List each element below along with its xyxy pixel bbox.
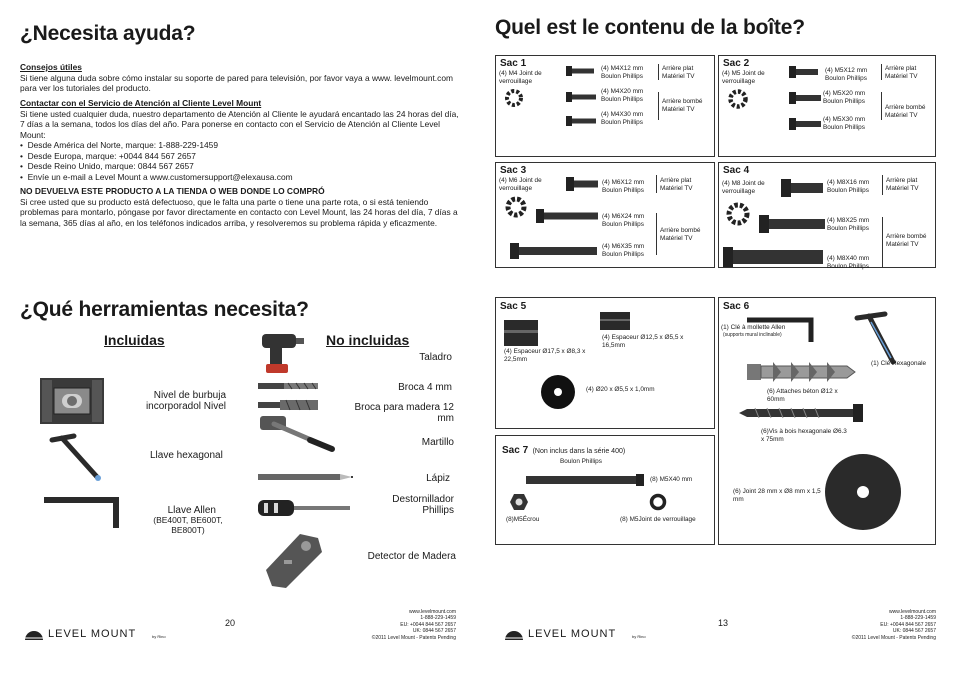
sac1-tv-flat: Arrière plat Matériel TV (662, 65, 695, 80)
sac4-tv-curved: Arrière bombé Matériel TV (886, 233, 927, 248)
brand-sub-right: by Rino (632, 634, 646, 639)
hex-wrench-label: Llave hexagonal (150, 450, 223, 461)
allen-key-icon (745, 314, 817, 344)
sac3-title: Sac 3 (500, 165, 527, 176)
sac3-screw1: (4) M6X12 mm Boulon Phillips (602, 179, 645, 194)
tips-heading: Consejos útiles (20, 62, 82, 72)
drill-bit-icon (258, 380, 322, 392)
brand-name-left: LEVEL MOUNT (48, 628, 137, 640)
sac6-anchors: (6) Attaches béton Ø12 x 60mm (767, 388, 838, 403)
stud-finder-label: Detector de Madera (367, 551, 456, 562)
bolt-m5x40-icon (526, 474, 644, 486)
sac6-hex-key: (1) Clé Hexagonale (871, 360, 927, 367)
sac2-tv-flat: Arrière plat Matériel TV (885, 65, 918, 80)
lock-washer-icon (504, 195, 528, 219)
wood-bit-icon (258, 398, 322, 412)
wall-anchor-icon (747, 358, 857, 386)
sac1-screw2: (4) M4X20 mm Boulon Phillips (601, 88, 644, 103)
sac3-box (495, 162, 715, 268)
contact-list (20, 140, 460, 182)
contact-text: Si tiene usted cualquier duda, nuestro departamento de Atención al Cliente le ayudará encantado las 24 horas del día, 7 días a la semana, todos los días del año. Para ponerse en contacto con el Servicio de Atención al Cliente Level Mount: (20, 108, 459, 140)
drill-label: Taladro (419, 352, 452, 363)
sac2-screw2: (4) M5X20 mm Boulon Phillips (823, 90, 866, 105)
screw-m6x24-icon (536, 209, 598, 223)
sac3-washer-label: (4) M6 Joint de verrouillage (499, 177, 542, 192)
sac5-spacer1: (4) Espaceur Ø17,5 x Ø8,3 x 22,5mm (504, 348, 586, 363)
bubble-level-label: Nivel de burbuja incorporadol Nivel (145, 390, 226, 412)
sac7-title: Sac 7 (502, 445, 529, 456)
screw-m6x12-icon (566, 177, 600, 191)
sac3-screw3: (4) M6X35 mm Boulon Phillips (602, 243, 645, 258)
allen-key-label: Llave Allen (167, 505, 216, 516)
page-number-right: 13 (718, 618, 729, 628)
sac2-washer-label: (4) M5 Joint de verrouillage (722, 70, 765, 85)
contact-bullet: • Desde Europa, marque: +0044 844 567 2657 (20, 150, 196, 161)
sac2-box (718, 55, 936, 157)
lock-washer-icon (504, 88, 524, 108)
drill-icon (258, 330, 306, 374)
included-heading: Incluidas (104, 332, 165, 348)
sac6-joint: (6) Joint 28 mm x Ø8 mm x 1,5 mm (733, 488, 821, 503)
sac2-screw1: (4) M5X12 mm Boulon Phillips (825, 67, 868, 82)
sac2-tv-curved: Arrière bombé Matériel TV (885, 104, 926, 119)
allen-key-models: (BE400T, BE600T, BE800T) (153, 515, 223, 535)
return-section (20, 186, 460, 228)
sac3-tv-flat: Arrière plat Matériel TV (660, 177, 693, 192)
sac7-box (495, 435, 715, 545)
spacer-large-icon (504, 320, 538, 346)
screw-m5x12-icon (789, 66, 821, 78)
sac7-note: (Non inclus dans la série 400) (532, 448, 626, 455)
sac3-screw2: (4) M6X24 mm Boulon Phillips (602, 213, 645, 228)
sac4-title: Sac 4 (723, 165, 750, 176)
sac4-screw3: (4) M8X40 mm Boulon Phillips (827, 255, 870, 270)
sac5-box (495, 297, 715, 429)
screwdriver-icon (258, 496, 354, 520)
sac1-title: Sac 1 (500, 58, 527, 69)
drill-bit-label: Broca 4 mm (398, 382, 452, 393)
sac6-lag: (6)Vis à bois hexagonale Ø6.3 x 75mm (761, 428, 847, 443)
sac7-nut: (8)M5Écrou (506, 516, 540, 523)
sac4-tv-flat: Arrière plat Matériel TV (886, 177, 919, 192)
screw-m5x20-icon (789, 92, 821, 104)
bubble-level-icon (40, 378, 104, 424)
lag-screw-icon (735, 404, 875, 422)
hammer-label: Martillo (421, 437, 454, 448)
joint-disc-icon (823, 452, 903, 532)
lock-washer-icon (725, 201, 751, 227)
sac7-bolt-head: Boulon Phillips (560, 458, 602, 465)
sac4-washer-label: (4) M8 Joint de verrouillage (722, 180, 765, 195)
sac5-title: Sac 5 (500, 301, 527, 312)
footer-contact-left: www.levelmount.com 1-888-229-1459 EU: +0044 844 567 2657 UK: 0844 567 2657 ©2011 Level Mount - Patents Pending (371, 609, 456, 641)
screw-m5x30-icon (789, 118, 821, 130)
hammer-icon (258, 414, 338, 454)
sac7-heading (502, 440, 625, 458)
sac1-screw3: (4) M4X30 mm Boulon Phillips (601, 111, 644, 126)
lock-washer-icon (727, 88, 749, 110)
stud-finder-icon (262, 530, 326, 588)
sac3-tv-curved: Arrière bombé Matériel TV (660, 227, 701, 242)
sac4-box (718, 162, 936, 268)
return-text: Si cree usted que su producto está defectuoso, que le falta una parte o tiene una parte rota, o si está teniendo problemas para montarlo, póngase por favor directamente en contacto con Level Mount, las 24 horas del día, 7 días a la semana, 365 días al año, en los teléfonos indicados arriba, y resolveremos su problema rápida y eficazmente. (20, 196, 458, 228)
hex-wrench-icon (40, 432, 110, 484)
not-included-heading: No incluidas (326, 332, 410, 348)
sac1-screw1: (4) M4X12 mm Boulon Phillips (601, 65, 644, 80)
help-title: ¿Necesita ayuda? (20, 22, 196, 45)
allen-key-icon (40, 492, 122, 532)
sac4-screw1: (4) M8X16 mm Boulon Phillips (827, 179, 870, 194)
sac2-title: Sac 2 (723, 58, 750, 69)
sac2-screw3: (4) M5X30 mm Boulon Phillips (823, 116, 866, 131)
brand-logo-left (24, 628, 166, 646)
brand-sub-left: by Rino (152, 634, 166, 639)
pencil-label: Lápiz (426, 473, 450, 484)
lock-washer-icon (648, 492, 668, 512)
flat-washer-icon (540, 374, 576, 410)
tips-section (20, 62, 460, 94)
sac1-tv-curved: Arrière bombé Matériel TV (662, 98, 703, 113)
pencil-icon (258, 472, 354, 482)
footer-contact-right: www.levelmount.com 1-888-229-1459 EU: +0044 844 567 2657 UK: 0844 567 2657 ©2011 Level Mount - Patents Pending (851, 609, 936, 641)
sac4-screw2: (4) M8X25 mm Boulon Phillips (827, 217, 870, 232)
contact-bullet: • Desde América del Norte, marque: 1-888-229-1459 (20, 140, 218, 150)
sac6-box (718, 297, 936, 545)
page-number-left: 20 (225, 618, 236, 628)
contact-heading: Contactar con el Servicio de Atención al Cliente Level Mount (20, 98, 262, 108)
sac7-bolt: (8) M5X40 mm (650, 476, 693, 483)
screw-m8x16-icon (781, 179, 825, 197)
screw-m6x35-icon (510, 243, 598, 259)
sac6-allen: (1) Clé à mollette Allen (721, 324, 786, 331)
sac1-washer-label: (4) M4 Joint de verrouillage (499, 70, 542, 85)
box-contents-title: Quel est le contenu de la boîte? (495, 16, 805, 39)
sac5-washer: (4) Ø20 x Ø5,5 x 1,0mm (586, 386, 655, 393)
screwdriver-label: Destornillador Phillips (392, 494, 454, 516)
tips-text: Si tiene alguna duda sobre cómo instalar su soporte de pared para televisión, por favor vaya a www. levelmount.com para ver los tutoriales del producto. (20, 72, 453, 93)
contact-bullet: • Envíe un e-mail a Level Mount a www.customersupport@elexausa.com (20, 171, 293, 182)
brand-name-right: LEVEL MOUNT (528, 628, 617, 640)
screw-m8x25-icon (759, 215, 825, 233)
sac1-box (495, 55, 715, 157)
sac6-allen-sub: (supports mural inclinable) (723, 332, 782, 338)
wood-bit-label: Broca para madera 12 mm (354, 402, 454, 424)
screw-m8x40-icon (723, 247, 823, 267)
screw-m4x12-icon (566, 66, 596, 76)
screw-m4x30-icon (566, 116, 596, 126)
screw-m4x20-icon (566, 92, 596, 102)
contact-bullet: • Desde Reino Unido, marque: 0844 567 2657 (20, 161, 194, 171)
tools-title: ¿Qué herramientas necesita? (20, 298, 309, 321)
hex-key-icon (849, 312, 913, 366)
spacer-small-icon (600, 312, 630, 330)
hex-nut-icon (510, 494, 528, 510)
sac7-lockwasher: (8) M5Joint de verrouillage (620, 516, 696, 523)
sac5-spacer2: (4) Espaceur Ø12,5 x Ø5,5 x 16,5mm (602, 334, 684, 349)
contact-section (20, 98, 460, 182)
sac6-title: Sac 6 (723, 301, 750, 312)
brand-logo-right (504, 628, 646, 646)
return-heading: NO DEVUELVA ESTE PRODUCTO A LA TIENDA O WEB DONDE LO COMPRÓ (20, 186, 325, 196)
